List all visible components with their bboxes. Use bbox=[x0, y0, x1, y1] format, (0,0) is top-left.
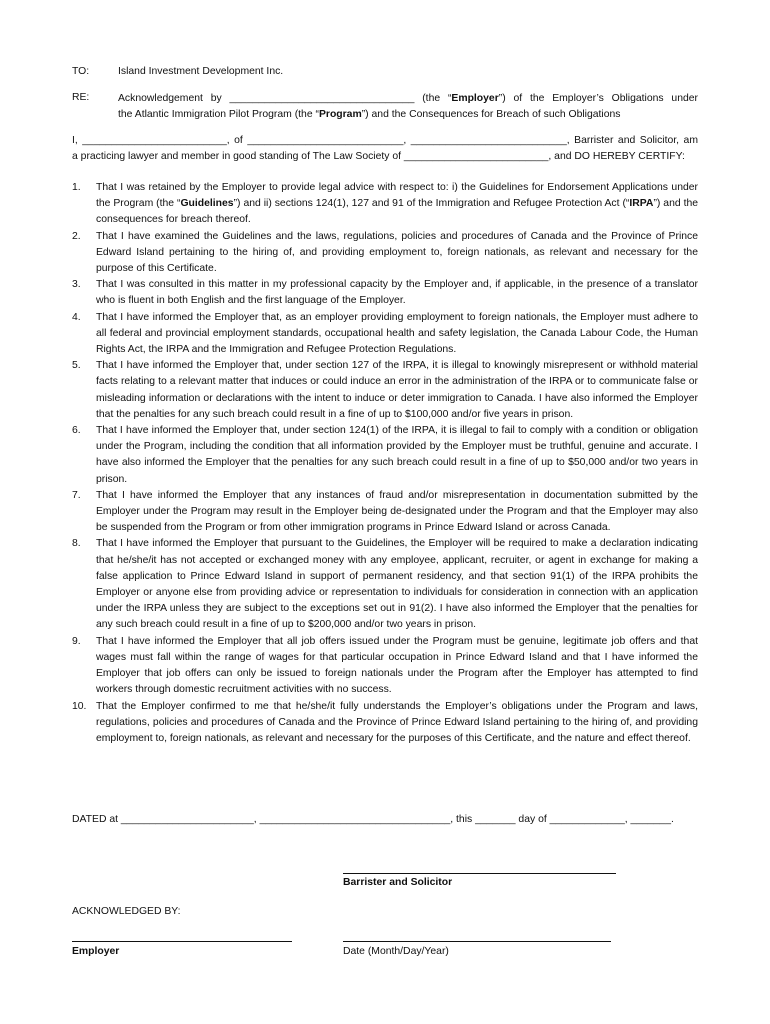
item-text: That I have informed the Employer that any instances of fraud and/or misrepresentation in documentation submitted by the Employer under the Program may result in the Employer being de-designated under the Program and that the Employer may also be suspended from the Program or from other immigration programs in Prince Edward Island or across Canada. bbox=[96, 489, 698, 534]
certify-line-2: a practicing lawyer and member in good standing of The Law Society of _________________________, and DO HEREBY CERTIFY: bbox=[72, 151, 685, 163]
certify-paragraph bbox=[72, 133, 698, 165]
list-item bbox=[72, 277, 698, 309]
date-signature-line[interactable] bbox=[343, 941, 611, 942]
item-text: That I have informed the Employer that pursuant to the Guidelines, the Employer will be required to make a declaration indicating that he/she/it has not accepted or exchanged money with any employee, applicant, recruiter, or agent in exchange for making a false application to Prince Edward Island in support of permanent residency, and that section 91(1) of the IRPA prohibits the Employer or anyone else from providing advice or representation to individuals for consideration in connection with an application under the IRPA unless they are subject to the exceptions set out in 91(2). I have also informed the Employer that the penalties for any such breach could result in a fine of up to $200,000 and/or two years in prison. bbox=[96, 538, 698, 631]
employer-signature-line[interactable] bbox=[72, 941, 292, 942]
item-text: That I was consulted in this matter in my professional capacity by the Employer and, if applicable, in the presence of a translator who is fluent in both English and the first language of the Employer. bbox=[96, 279, 698, 307]
item-number: 9. bbox=[72, 635, 81, 647]
to-label: TO: bbox=[72, 66, 90, 77]
item-number: 5. bbox=[72, 360, 81, 372]
list-item bbox=[72, 536, 698, 633]
item-text: That the Employer confirmed to me that he/she/it fully understands the Employer’s obligations under the Program and laws, regulations, policies and procedures of Canada and the Province of Prince Edward Island pertaining to the hiring of, and providing employment to, foreign nationals, as relevant and necessary for the purposes of this Certificate, and the nature and effect thereof. bbox=[96, 700, 698, 744]
re-text bbox=[118, 91, 698, 123]
certify-line-1: I, _________________________, of ___________________________, ___________________________, Barrister and Solicitor, am bbox=[72, 135, 698, 146]
barrister-signature-line[interactable] bbox=[343, 873, 616, 874]
dated-line: DATED at _______________________, _________________________________, this _______ day of _____________, _______. bbox=[72, 814, 674, 825]
list-item bbox=[72, 310, 698, 359]
list-item: 1. That I was retained by the Employer to provide legal advice with respect to: i) the Guidelines for Endorsement Applications under the Program (the “Guidelines”) and ii) sections 124(1), 127 and 91 of the Immigration and Refugee Protection Act (“IRPA”) and the consequences for breach thereof. bbox=[72, 182, 699, 226]
employer-term: Employer bbox=[451, 93, 499, 104]
irpa-term: IRPA bbox=[629, 198, 654, 210]
list-item bbox=[72, 358, 698, 423]
item-number: 1. bbox=[72, 182, 81, 193]
re-line-2: the Atlantic Immigration Pilot Program (the “Program”) and the Consequences for Breach of such Obligations bbox=[118, 109, 621, 121]
list-item bbox=[72, 423, 698, 488]
item-number: 2. bbox=[72, 230, 81, 242]
item-number: 8. bbox=[72, 538, 81, 550]
item-number: 4. bbox=[72, 311, 81, 323]
item-number: 3. bbox=[72, 279, 81, 291]
re-label: RE: bbox=[72, 92, 90, 103]
date-label: Date (Month/Day/Year) bbox=[343, 946, 449, 957]
list-item bbox=[72, 699, 698, 748]
re-line-1: Acknowledgement by ________________________________ (the “Employer”) of the Employer’s Obligations under bbox=[118, 93, 698, 104]
item-number: 7. bbox=[72, 489, 81, 501]
program-term: Program bbox=[318, 109, 362, 121]
list-item bbox=[72, 488, 698, 537]
item-text: That I have informed the Employer that all job offers issued under the Program must be genuine, legitimate job offers and that wages must fall within the range of wages for that particular occupation in Prince Edward Island and that I have informed the Employer that job offers can only be issued to foreign nationals under the Program after the Employer has attempted to find workers through domestic recruitment activities with no success. bbox=[96, 635, 698, 696]
barrister-label: Barrister and Solicitor bbox=[343, 877, 453, 888]
employer-label: Employer bbox=[72, 946, 120, 957]
item-number: 10. bbox=[72, 700, 87, 712]
item-text: That I have examined the Guidelines and the laws, regulations, policies and procedures of Canada and the Province of Prince Edward Island pertaining to the hiring of, and providing employment to, foreign nationals, as relevant and necessary for the purpose of this Certificate. bbox=[96, 230, 698, 275]
list-item bbox=[72, 229, 698, 278]
item-text: That I have informed the Employer that, as an employer providing employment to foreign nationals, the Employer must adhere to all federal and provincial employment standards, occupational health and safety legislation, the Canada Labour Code, the Human Rights Act, the IRPA and the Immigration and Refugee Protection Regulations. bbox=[96, 311, 698, 356]
item-text: That I have informed the Employer that, under section 127 of the IRPA, it is illegal to knowingly misrepresent or withhold material facts relating to a relevant matter that induces or could induce an error in the administration of the IRPA or to communicate false or misleading information or declarations with the intent to induce or deter immigration to Canada. I have also informed the Employer that the penalties for any such breach could result in a fine of up to $100,000 and/or five years in prison. bbox=[96, 360, 698, 420]
item-number: 6. bbox=[72, 425, 81, 437]
obligations-list bbox=[72, 180, 698, 747]
item-text: That I have informed the Employer that, under section 124(1) of the IRPA, it is illegal to fail to comply with a condition or obligation under the Program, including the condition that all information provided by the Employer must be truthful, genuine and accurate. I have also informed the Employer that the penalties for any such breach could result in a fine of up to $50,000 and/or two years in prison. bbox=[96, 425, 698, 485]
to-value: Island Investment Development Inc. bbox=[118, 66, 284, 77]
list-item bbox=[72, 634, 698, 699]
acknowledged-label: ACKNOWLEDGED BY: bbox=[72, 906, 181, 917]
guidelines-term: Guidelines bbox=[180, 198, 234, 210]
